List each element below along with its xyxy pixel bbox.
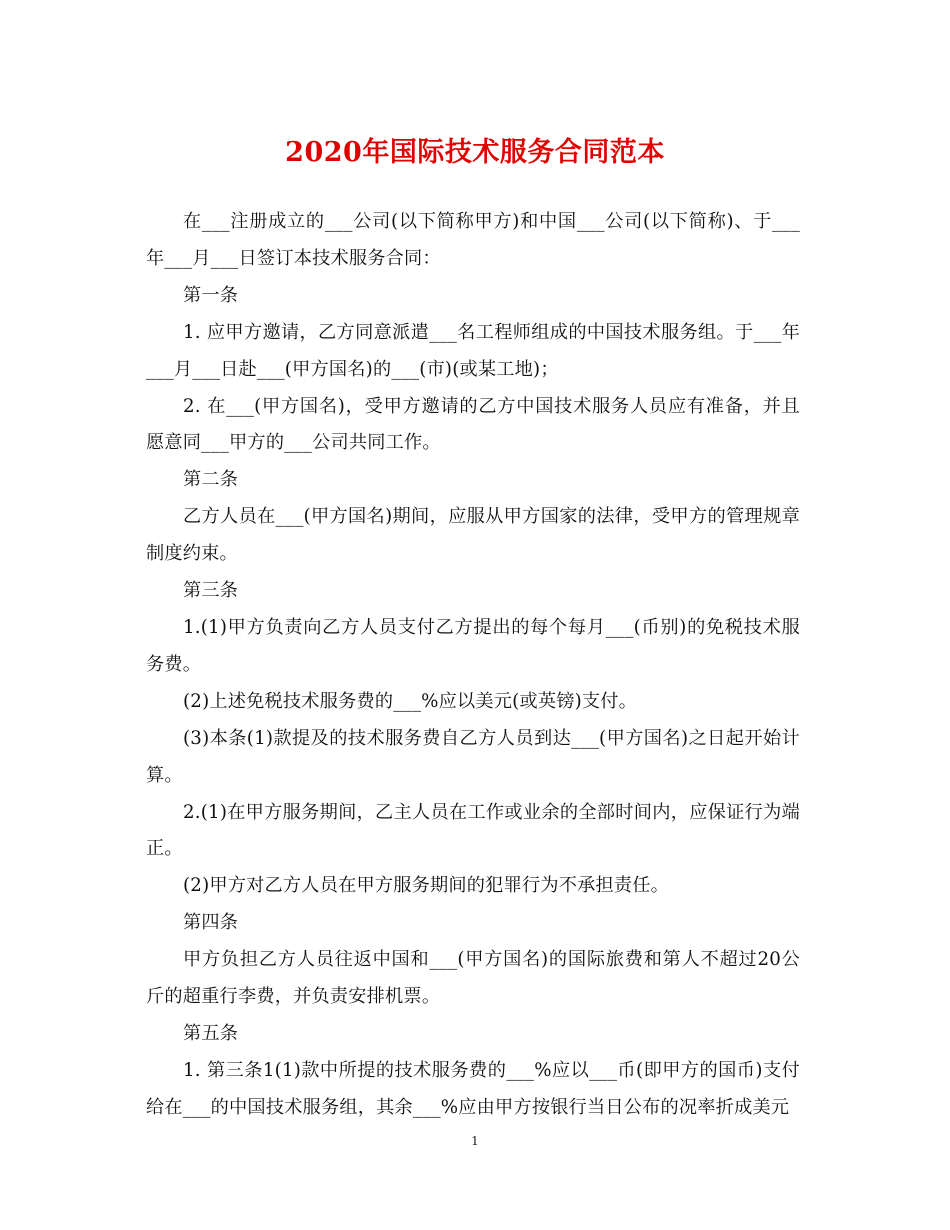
paragraph-2: 乙方人员在___(甲方国名)期间，应服从甲方国家的法律，受甲方的管理规章制度约束。 <box>146 506 800 565</box>
article-heading-3: 第三条 <box>183 580 239 602</box>
paragraph-1-2: 2. 在___(甲方国名)，受甲方邀请的乙方中国技术服务人员应有准备，并且愿意同___甲方的___公司共同工作。 <box>146 395 800 454</box>
paragraph-intro: 在___注册成立的___公司(以下简称甲方)和中国___公司(以下简称)、于___年___月___日签订本技术服务合同： <box>146 211 800 269</box>
article-heading-1: 第一条 <box>183 284 239 306</box>
document-title: 2020年国际技术服务合同范本 <box>285 137 665 168</box>
article-heading-4: 第四条 <box>183 912 239 934</box>
article-heading-5: 第五条 <box>183 1022 239 1044</box>
paragraph-4: 甲方负担乙方人员往返中国和___(甲方国名)的国际旅费和第人不超过20公斤的超重行李费，并负责安排机票。 <box>146 949 800 1008</box>
article-heading-2: 第二条 <box>183 469 239 491</box>
page-number: 1 <box>471 1134 479 1148</box>
paragraph-5-1: 1. 第三条1(1)款中所提的技术服务费的___%应以___币(即甲方的国币)支付给在___的中国技术服务组，其余___%应由甲方按银行当日公布的况率折成美元 <box>146 1059 800 1118</box>
paragraph-3-2-2: (2)甲方对乙方人员在甲方服务期间的犯罪行为不承担责任。 <box>183 875 670 897</box>
document-body <box>146 204 800 1127</box>
paragraph-3-1-2: (2)上述免税技术服务费的___%应以美元(或英镑)支付。 <box>183 690 638 712</box>
paragraph-3-2-1: 2.(1)在甲方服务期间，乙主人员在工作或业余的全部时间内，应保证行为端正。 <box>146 801 800 860</box>
paragraph-3-1-3: (3)本条(1)款提及的技术服务费自乙方人员到达___(甲方国名)之日起开始计算。 <box>146 727 800 786</box>
paragraph-3-1-1: 1.(1)甲方负责向乙方人员支付乙方提出的每个每月___(币别)的免税技术服务费。 <box>146 616 800 675</box>
paragraph-1-1: 1. 应甲方邀请，乙方同意派遣___名工程师组成的中国技术服务组。于___年___月___日赴___(甲方国名)的___(市)(或某工地)； <box>146 321 800 380</box>
